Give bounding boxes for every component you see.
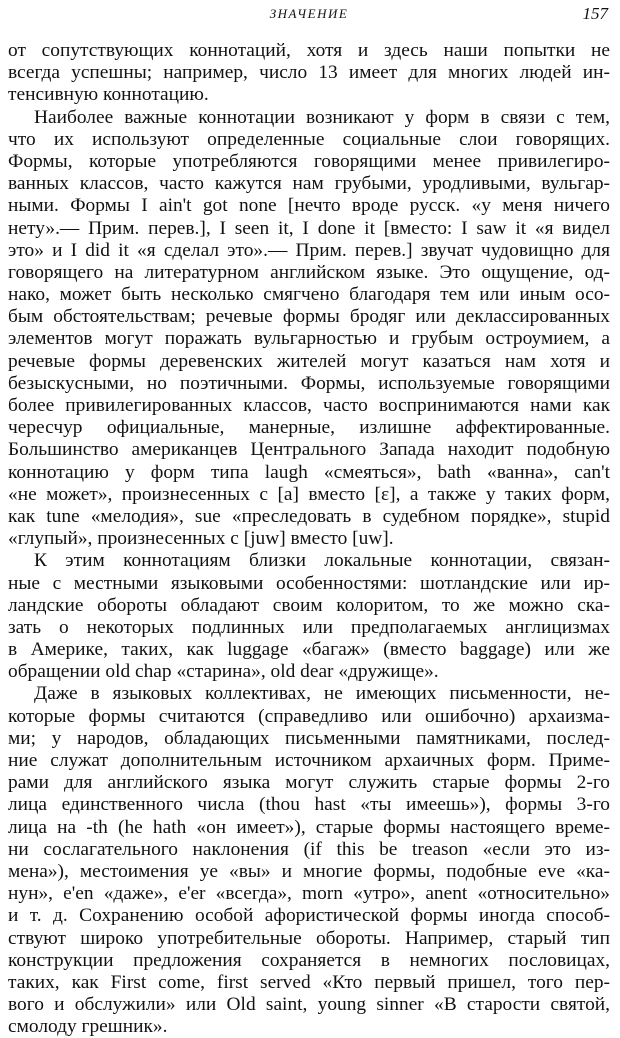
text-line: смолоду грешник». xyxy=(8,1016,168,1038)
text-line: всегда успешны; например, число 13 имеет для многих людей ин- xyxy=(8,62,610,84)
text-line: как tune «мелодия», sue «преследовать в судебном порядке», stupid xyxy=(8,505,610,527)
page-header xyxy=(8,4,610,40)
text-line: нако, может быть несколько смягчено благодаря тем или иным осо- xyxy=(8,284,610,306)
text-line: ни сослагательного наклонения (if this be treason «если это из- xyxy=(8,838,610,860)
text-line: мена»), местоимения ye «вы» и многие формы, подобные eve «ка- xyxy=(8,860,610,882)
text-line: ствуют широко употребительные обороты. Например, старый тип xyxy=(8,927,610,949)
text-line: тенсивную коннотацию. xyxy=(8,84,209,106)
text-line: это» и I did it «я сделал это».— Прим. перев.] звучат чудовищно для xyxy=(8,239,610,261)
text-line: речевые формы деревенских жителей могут казаться нам хотя и xyxy=(8,350,610,372)
text-line: бым обстоятельствам; речевые формы бродяг или деклассированных xyxy=(8,306,610,328)
text-line: ные с местными языковыми особенностями: шотландские или ир- xyxy=(8,572,610,594)
text-line: таких, как First come, first served «Кто первый пришел, того пер- xyxy=(8,971,610,993)
paragraph-3 xyxy=(8,550,610,683)
text-line: ние служат дополнительным источником архаичных форм. Приме- xyxy=(8,750,610,771)
text-line: Наиболее важные коннотации возникают у форм в связи с тем, xyxy=(34,106,610,128)
paragraph-1 xyxy=(8,40,610,107)
running-head: ЗНАЧЕНИЕ xyxy=(269,6,349,21)
text-line: «глупый», произнесенных с [juw] вместо [uw]. xyxy=(8,528,394,550)
text-line: лица на -th (he hath «он имеет»), старые формы настоящего време- xyxy=(8,816,610,838)
text-line: нун», e'en «даже», e'er «всегда», morn «утро», anent «относительно» xyxy=(8,883,610,905)
text-line: что их используют определенные социальные слои говорящих. xyxy=(8,128,610,150)
text-line: Большинство американцев Центрального Запада находит подобную xyxy=(8,439,610,461)
page-number: 157 xyxy=(582,4,608,23)
text-line: нету».— Прим. перев.], I seen it, I done it [вместо: I saw it «я видел xyxy=(8,217,610,239)
text-line: ми; у народов, обладающих письменными памятниками, послед- xyxy=(8,727,610,749)
text-line: зать о некоторых подлинных или предполагаемых англицизмах xyxy=(8,616,610,638)
text-line: говорящего на литературном английском языке. Это ощущение, од- xyxy=(8,261,610,283)
text-line: в Америке, таких, как luggage «багаж» (вместо baggage) или же xyxy=(8,639,610,661)
text-line: вого и обслужили» или Old saint, young sinner «В старости святой, xyxy=(8,994,610,1016)
text-line: К этим коннотациям близки локальные коннотации, связан- xyxy=(34,550,610,572)
text-line: лица единственного числа (thou hast «ты имеешь»), формы 3-го xyxy=(8,794,610,816)
text-line: Формы, которые употребляются говорящими менее привилегиро- xyxy=(8,150,610,172)
text-line: обращении old chap «старина», old dear «дружище». xyxy=(8,661,439,683)
text-line: ландские обороты обладают своим колоритом, то же можно ска- xyxy=(8,594,610,616)
text-line: безыскусными, но поэтичными. Формы, используемые говорящими xyxy=(8,372,610,394)
text-line: ными. Формы I ain't got none [нечто вроде русск. «у меня ничего xyxy=(8,195,610,217)
text-line: рами для английского языка могут служить старые формы 2-го xyxy=(8,772,610,794)
text-line: коннотацию у форм типа laugh «смеяться», bath «ванна», can't xyxy=(8,461,610,483)
text-line: которые формы считаются (справедливо или ошибочно) архаизма- xyxy=(8,705,610,727)
paragraph-4 xyxy=(8,683,610,1038)
paragraph-2 xyxy=(8,107,610,551)
text-line: более привилегированных классов, часто воспринимаются нами как xyxy=(8,395,610,416)
text-line: ванных классов, часто кажутся нам грубыми, уродливыми, вульгар- xyxy=(8,173,610,195)
text-line: «не может», произнесенных с [a] вместо [ε], а также у таких форм, xyxy=(8,483,610,505)
text-line: конструкции предложения сохраняется в немногих пословицах, xyxy=(8,949,610,971)
text-line: чересчур официальные, манерные, излишне аффектированные. xyxy=(8,417,610,439)
text-line: Даже в языковых коллективах, не имеющих письменности, не- xyxy=(34,683,610,705)
body-text xyxy=(8,40,610,1038)
text-line: и т. д. Сохранению особой афористической формы иногда способ- xyxy=(8,905,610,927)
text-line: от сопутствующих коннотаций, хотя и здесь наши попытки не xyxy=(8,40,610,61)
text-line: элементов могут поражать вульгарностью и грубым остроумием, а xyxy=(8,328,610,350)
